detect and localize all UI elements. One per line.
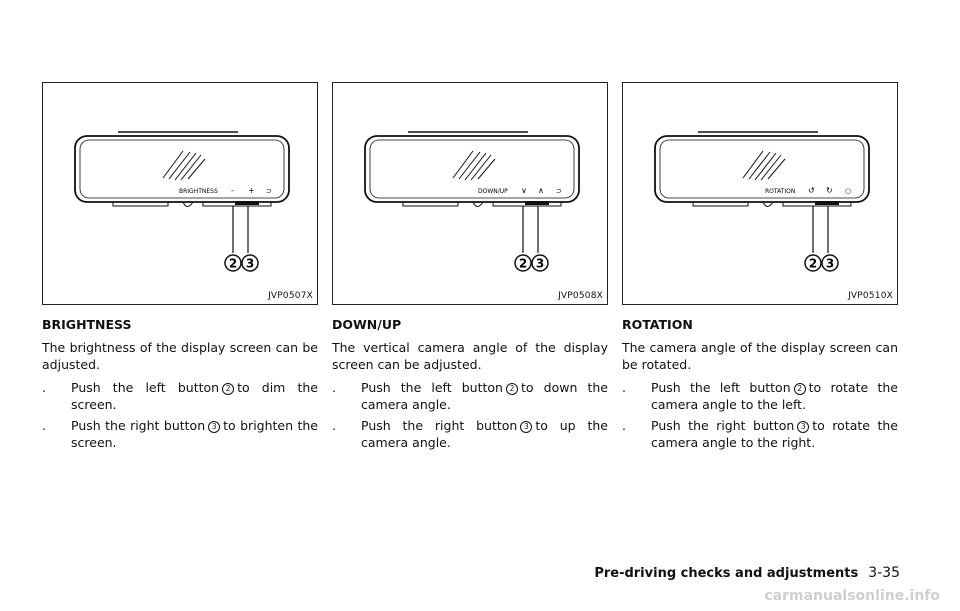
bullet-item xyxy=(622,379,898,413)
mirror-label-mode: BRIGHTNESS xyxy=(179,188,218,195)
callout-ref: 3 xyxy=(797,421,809,433)
bullet-text-before: Push the right button xyxy=(71,418,206,433)
column-rotation xyxy=(622,82,898,455)
bullet-text-before: Push the left button xyxy=(71,380,220,395)
mirror-label-right: ↻ xyxy=(826,186,833,195)
bullet-item xyxy=(332,417,608,451)
bullet-text-after: to down the camera angle. xyxy=(361,380,608,412)
mirror-label-power: ⊃ xyxy=(556,187,562,195)
mirror-label-right: + xyxy=(248,186,255,195)
bullet-item xyxy=(42,379,318,413)
bullet-text-before: Push the right button xyxy=(361,418,518,433)
callout-3: 3 xyxy=(535,256,545,271)
bullet-dot: . xyxy=(622,380,626,395)
column-downup xyxy=(332,82,608,455)
bullet-dot: . xyxy=(42,380,46,395)
page-footer xyxy=(594,565,900,581)
bullet-item xyxy=(332,379,608,413)
callout-2: 2 xyxy=(808,256,818,271)
figure-rotation xyxy=(622,82,898,305)
section-heading: ROTATION xyxy=(622,317,693,332)
bullet-item xyxy=(622,417,898,451)
section-intro: The camera angle of the display screen can be rotated. xyxy=(622,340,898,372)
bullet-text-after: to up the camera angle. xyxy=(361,418,608,450)
mirror-label-left: ↺ xyxy=(808,186,815,195)
callout-3: 3 xyxy=(245,256,255,271)
section-heading: BRIGHTNESS xyxy=(42,317,132,332)
bullet-text-before: Push the left button xyxy=(651,380,791,395)
bullet-list xyxy=(42,379,318,451)
bullet-list xyxy=(622,379,898,451)
bullet-dot: . xyxy=(332,380,336,395)
bullet-text-after: to rotate the camera angle to the right. xyxy=(651,418,898,450)
bullet-dot: . xyxy=(42,418,46,433)
mirror-illustration xyxy=(333,83,607,304)
bullet-text-before: Push the left button xyxy=(361,380,503,395)
figure-code: JVP0508X xyxy=(558,291,603,301)
mirror-label-right: ∧ xyxy=(538,186,544,195)
callout-ref: 2 xyxy=(222,383,234,395)
column-brightness xyxy=(42,82,318,455)
bullet-dot: . xyxy=(622,418,626,433)
figure-code: JVP0510X xyxy=(848,291,893,301)
callout-2: 2 xyxy=(228,256,238,271)
callout-2: 2 xyxy=(518,256,528,271)
mirror-label-power: ⊃ xyxy=(266,187,272,195)
mirror-illustration xyxy=(43,83,317,304)
bullet-text-after: to dim the screen. xyxy=(71,380,318,412)
figure-downup xyxy=(332,82,608,305)
mirror-label-left: - xyxy=(231,186,234,195)
bullet-item xyxy=(42,417,318,451)
watermark: carmanualsonline.info xyxy=(764,588,940,604)
bullet-text-after: to rotate the camera angle to the left. xyxy=(651,380,898,412)
figure-code: JVP0507X xyxy=(268,291,313,301)
figure-brightness xyxy=(42,82,318,305)
footer-section-title: Pre-driving checks and adjustments xyxy=(594,566,859,581)
section-heading: DOWN/UP xyxy=(332,317,402,332)
callout-ref: 3 xyxy=(208,421,220,433)
bullet-dot: . xyxy=(332,418,336,433)
callout-ref: 2 xyxy=(794,383,806,395)
section-intro: The brightness of the display screen can be adjusted. xyxy=(42,340,318,372)
section-intro: The vertical camera angle of the display screen can be adjusted. xyxy=(332,340,608,372)
callout-ref: 3 xyxy=(520,421,532,433)
mirror-illustration xyxy=(623,83,897,304)
mirror-label-left: ∨ xyxy=(521,186,527,195)
mirror-label-mode: DOWN/UP xyxy=(478,188,508,195)
bullet-text-before: Push the right button xyxy=(651,418,795,433)
bullet-list xyxy=(332,379,608,451)
bullet-text-after: to brighten the screen. xyxy=(71,418,318,450)
callout-ref: 2 xyxy=(506,383,518,395)
mirror-label-power: ○ xyxy=(845,187,852,195)
callout-3: 3 xyxy=(825,256,835,271)
mirror-label-mode: ROTATION xyxy=(765,188,796,195)
page-number: 3-35 xyxy=(868,565,900,581)
